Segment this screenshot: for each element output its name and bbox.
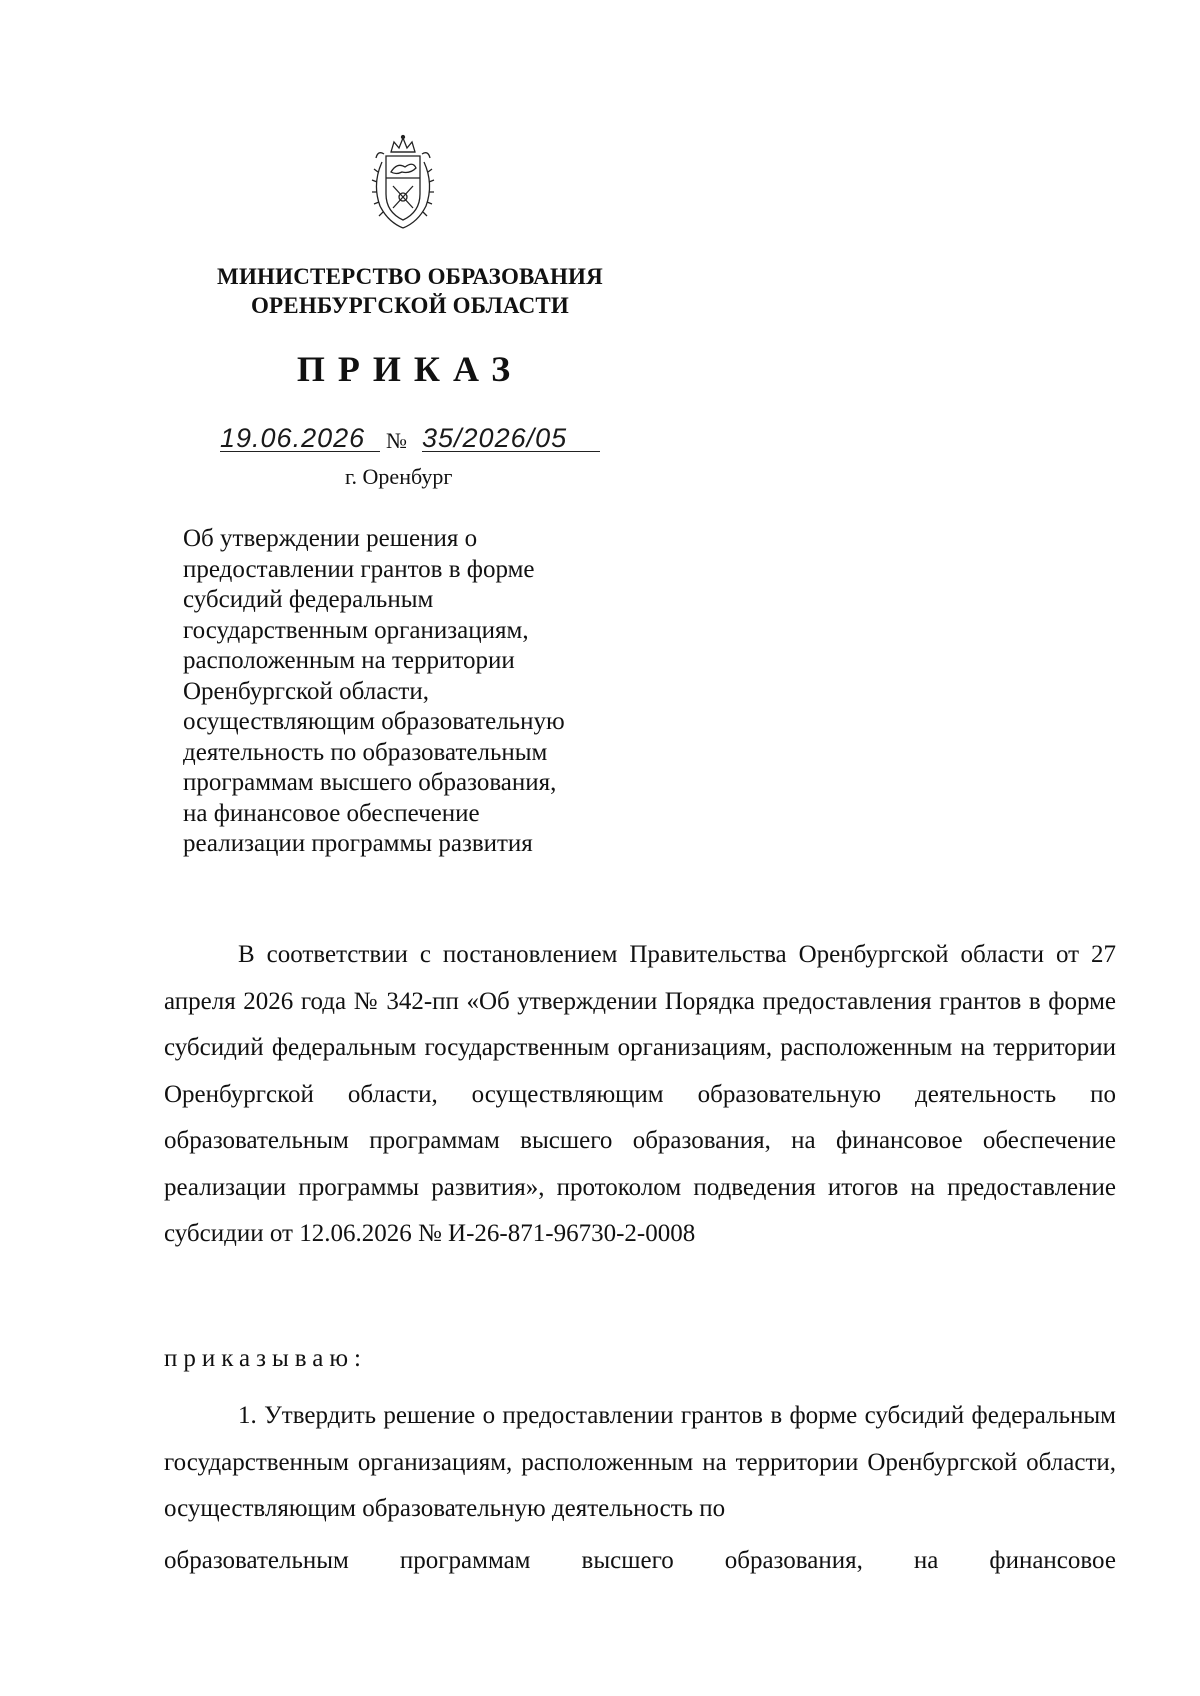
subject-line: деятельность по образовательным (183, 738, 548, 766)
subject-line: на финансовое обеспечение (183, 799, 480, 827)
word: высшего (581, 1547, 674, 1574)
word: программам (399, 1547, 531, 1574)
subject-line: реализации программы развития (183, 830, 533, 857)
ministry-name (180, 262, 640, 320)
subject-line: Оренбургской области, (183, 677, 429, 705)
order-word: приказываю: (164, 1345, 367, 1372)
order-item-1: 1. Утвердить решение о предоставлении грантов в форме субсидий федеральным государственным организациям, расположенным на территории Оренбургской области, осуществляющим образовательную деятельность по (164, 1402, 1116, 1522)
order-date: 19.06.2026 (220, 425, 380, 452)
subject-line: расположенным на территории (183, 647, 515, 674)
document-type-title: ПРИКАЗ (296, 349, 524, 389)
order-item-1-continuation (164, 1547, 1116, 1575)
subject-line: предоставлении грантов в форме (183, 555, 535, 583)
subject-line: государственным организациям, (183, 616, 529, 644)
preamble-paragraph: В соответствии с постановлением Правительства Оренбургской области от 27 апреля 2026 года № 342-пп «Об утверждении Порядка предоставления грантов в форме субсидий федеральным государственным организациям, расположенным на территории Оренбургской области, осуществляющим образовательную деятельность по образовательным программам высшего образования, на финансовое обеспечение реализации программы развития», протоколом подведения итогов на предоставление субсидии от 12.06.2026 № И-26-871-96730-2-0008 (164, 941, 1116, 1247)
subject-line: субсидий федеральным (183, 586, 434, 613)
subject-line: программам высшего образования, (183, 769, 557, 796)
coat-of-arms-icon (364, 134, 442, 234)
ministry-line-1: МИНИСТЕРСТВО ОБРАЗОВАНИЯ (217, 264, 603, 289)
word: образовательным (164, 1547, 349, 1574)
ministry-line-2: ОРЕНБУРГСКОЙ ОБЛАСТИ (250, 293, 570, 318)
subject-line: Об утверждении решения о (183, 525, 478, 552)
word: образования, (724, 1547, 863, 1574)
city-label: г. Оренбург (345, 464, 453, 489)
subject-line: осуществляющим образовательную (183, 708, 565, 735)
word: на (913, 1547, 939, 1574)
order-number: 35/2026/05 (422, 425, 600, 452)
word: финансовое (989, 1547, 1116, 1574)
number-sign: № (386, 428, 407, 453)
order-subject (183, 524, 623, 860)
